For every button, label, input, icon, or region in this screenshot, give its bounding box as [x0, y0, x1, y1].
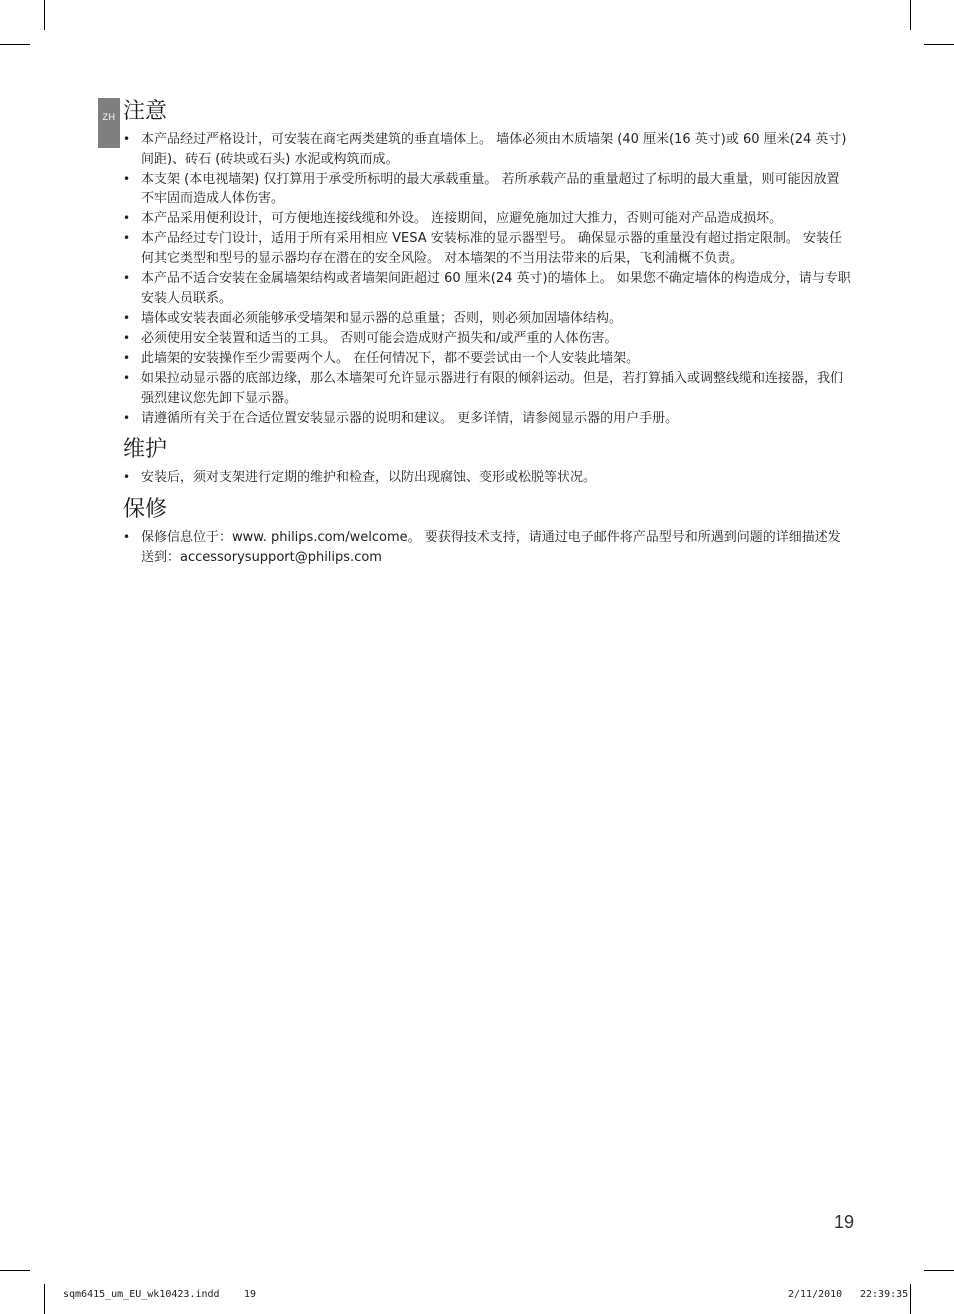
page-number: 19 [834, 1212, 855, 1232]
list-item: • 本产品经过专门设计，适用于所有采用相应 VESA 安装标准的显示器型号。 确保显示器的重量没有超过指定限制。 安装任何其它类型和型号的显示器均存在潜在的安全风险。 对本墙架的不当用法带来的后果，飞利浦概不负责。 [123, 229, 851, 268]
maintenance-list [123, 468, 851, 488]
crop-mark [0, 44, 30, 45]
list-item: • 本产品不适合安装在金属墙架结构或者墙架间距超过 60 厘米(24 英寸)的墙体上。 如果您不确定墙体的构造成分，请与专职安装人员联系。 [123, 269, 851, 308]
crop-mark [910, 1284, 911, 1314]
list-item: • 请遵循所有关于在合适位置安装显示器的说明和建议。 更多详情，请参阅显示器的用户手册。 [123, 409, 851, 429]
list-item: • 墙体或安装表面必须能够承受墙架和显示器的总重量；否则，则必须加固墙体结构。 [123, 309, 851, 329]
crop-mark [44, 1284, 45, 1314]
warranty-list [123, 528, 851, 567]
section-maintenance [123, 434, 851, 488]
list-item: • 本支架 (本电视墙架) 仅打算用于承受所标明的最大承载重量。 若所承载产品的重量超过了标明的最大重量，则可能因放置不牢固而造成人体伤害。 [123, 170, 851, 209]
crop-mark [924, 44, 954, 45]
crop-mark [0, 1270, 30, 1271]
crop-mark [910, 0, 911, 30]
caution-list [123, 130, 851, 428]
list-item: • 保修信息位于：www. philips.com/welcome。 要获得技术支持，请通过电子邮件将产品型号和所遇到问题的详细描述发送到：accessorysupport@philips.com [123, 528, 851, 567]
section-title: 维护 [123, 437, 168, 463]
section-title: 注意 [123, 99, 168, 124]
list-item: • 安装后，须对支架进行定期的维护和检查，以防出现腐蚀、变形或松脱等状况。 [123, 468, 851, 488]
list-item: • 必须使用安全装置和适当的工具。 否则可能会造成财产损失和/或严重的人体伤害。 [123, 329, 851, 349]
list-item: • 本产品采用便利设计，可方便地连接线缆和外设。 连接期间，应避免施加过大推力，否则可能对产品造成损坏。 [123, 209, 851, 229]
section-caution [123, 96, 851, 428]
slug-file: sqm6415_um_EU_wk10423.indd [63, 1289, 220, 1300]
list-item: • 本产品经过严格设计，可安装在商宅两类建筑的垂直墙体上。 墙体必须由木质墙架 (40 厘米(16 英寸)或 60 厘米(24 英寸)间距)、砖石 (砖块或石头) 水泥或构筑而成。 [123, 130, 851, 169]
slug-time: 22:39:35 [860, 1289, 909, 1300]
crop-mark [924, 1270, 954, 1271]
slug-page: 19 [244, 1289, 257, 1300]
crop-mark [44, 0, 45, 30]
section-warranty [123, 494, 851, 567]
slug-date: 2/11/2010 [788, 1289, 843, 1300]
list-item: • 此墙架的安装操作至少需要两个人。 在任何情况下，都不要尝试由一个人安装此墙架。 [123, 349, 851, 369]
list-item: • 如果拉动显示器的底部边缘，那么本墙架可允许显示器进行有限的倾斜运动。但是，若打算插入或调整线缆和连接器，我们强烈建议您先卸下显示器。 [123, 369, 851, 408]
language-tab: ZH [98, 98, 120, 148]
section-title: 保修 [123, 497, 168, 522]
document-content [123, 96, 851, 568]
